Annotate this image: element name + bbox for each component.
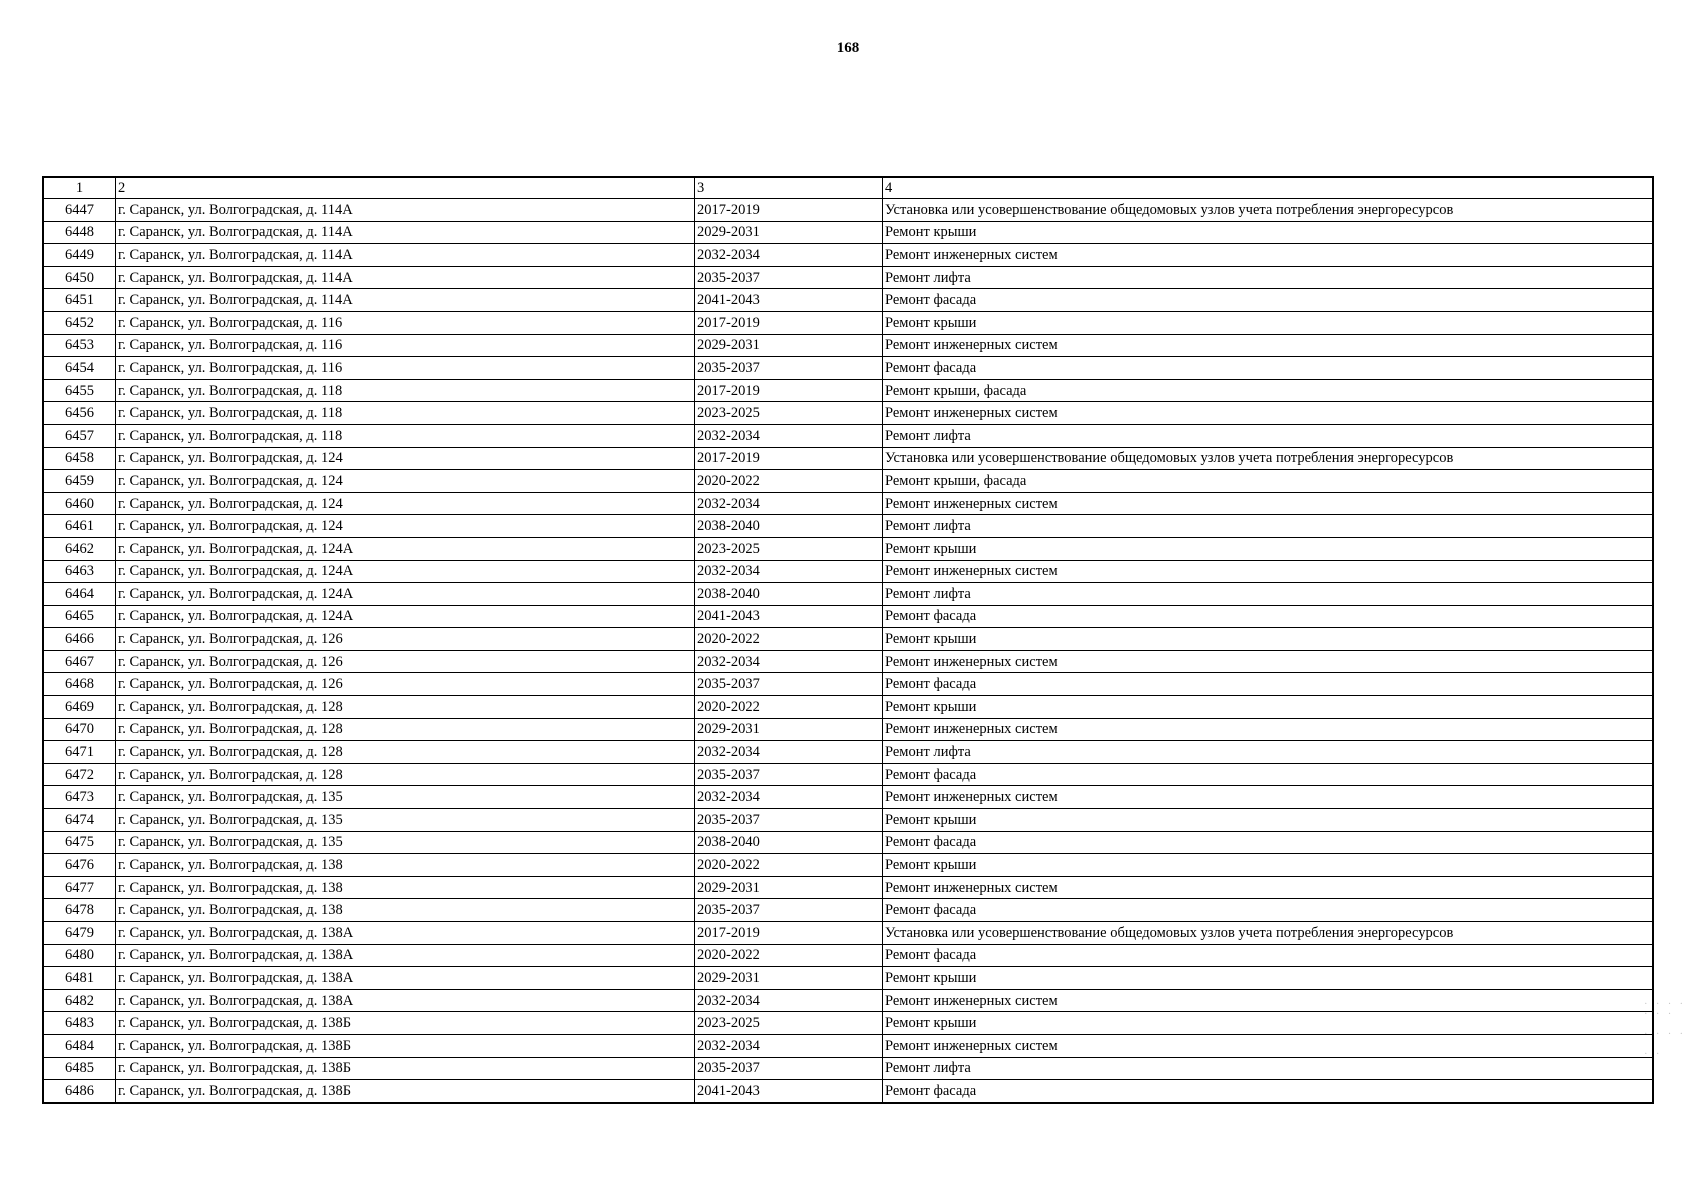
period-cell: 2032-2034 (695, 244, 883, 267)
row-number-cell: 6484 (43, 1034, 116, 1057)
table-row (43, 447, 1653, 470)
period-cell: 2023-2025 (695, 1012, 883, 1035)
row-number-cell: 6480 (43, 944, 116, 967)
row-number-cell: 6481 (43, 967, 116, 990)
table-row (43, 967, 1653, 990)
row-number-cell: 6447 (43, 199, 116, 222)
row-number-cell: 6460 (43, 492, 116, 515)
period-cell: 2017-2019 (695, 311, 883, 334)
period-cell: 2032-2034 (695, 1034, 883, 1057)
scan-artifact: · · · · · · · · · · · · · (1644, 999, 1686, 1060)
work-type-cell: Ремонт фасада (883, 763, 1654, 786)
table-row (43, 741, 1653, 764)
work-type-cell: Ремонт крыши (883, 809, 1654, 832)
work-type-cell: Ремонт крыши (883, 854, 1654, 877)
row-number-cell: 6483 (43, 1012, 116, 1035)
table-row (43, 786, 1653, 809)
table-row (43, 537, 1653, 560)
period-cell: 2032-2034 (695, 786, 883, 809)
address-cell: г. Саранск, ул. Волгоградская, д. 114А (116, 199, 695, 222)
work-type-cell: Установка или усовершенствование общедомовых узлов учета потребления энергоресурсов (883, 922, 1654, 945)
work-type-cell: Ремонт крыши (883, 1012, 1654, 1035)
table-row (43, 1012, 1653, 1035)
row-number-cell: 6472 (43, 763, 116, 786)
period-cell: 2038-2040 (695, 583, 883, 606)
period-cell: 2017-2019 (695, 447, 883, 470)
table-row (43, 899, 1653, 922)
row-number-cell: 6457 (43, 424, 116, 447)
work-type-cell: Ремонт инженерных систем (883, 650, 1654, 673)
address-cell: г. Саранск, ул. Волгоградская, д. 118 (116, 379, 695, 402)
table-row (43, 944, 1653, 967)
period-cell: 2029-2031 (695, 221, 883, 244)
table-row (43, 402, 1653, 425)
period-cell: 2035-2037 (695, 357, 883, 380)
table-header (43, 177, 1653, 199)
address-cell: г. Саранск, ул. Волгоградская, д. 116 (116, 357, 695, 380)
period-cell: 2032-2034 (695, 650, 883, 673)
table-row (43, 763, 1653, 786)
work-type-cell: Ремонт фасада (883, 899, 1654, 922)
period-cell: 2029-2031 (695, 334, 883, 357)
table-row (43, 289, 1653, 312)
work-type-cell: Ремонт инженерных систем (883, 244, 1654, 267)
period-cell: 2020-2022 (695, 944, 883, 967)
address-cell: г. Саранск, ул. Волгоградская, д. 138 (116, 876, 695, 899)
row-number-cell: 6456 (43, 402, 116, 425)
address-cell: г. Саранск, ул. Волгоградская, д. 138А (116, 967, 695, 990)
address-cell: г. Саранск, ул. Волгоградская, д. 114А (116, 266, 695, 289)
table-row (43, 876, 1653, 899)
address-cell: г. Саранск, ул. Волгоградская, д. 138А (116, 944, 695, 967)
table-row (43, 357, 1653, 380)
table-row (43, 922, 1653, 945)
address-cell: г. Саранск, ул. Волгоградская, д. 118 (116, 402, 695, 425)
row-number-cell: 6479 (43, 922, 116, 945)
table-row (43, 831, 1653, 854)
row-number-cell: 6485 (43, 1057, 116, 1080)
work-type-cell: Ремонт инженерных систем (883, 786, 1654, 809)
table-row (43, 650, 1653, 673)
row-number-cell: 6470 (43, 718, 116, 741)
address-cell: г. Саранск, ул. Волгоградская, д. 135 (116, 809, 695, 832)
table-row (43, 718, 1653, 741)
period-cell: 2029-2031 (695, 967, 883, 990)
address-cell: г. Саранск, ул. Волгоградская, д. 114А (116, 221, 695, 244)
period-cell: 2041-2043 (695, 605, 883, 628)
work-type-cell: Ремонт инженерных систем (883, 1034, 1654, 1057)
table-row (43, 1080, 1653, 1103)
row-number-cell: 6466 (43, 628, 116, 651)
row-number-cell: 6453 (43, 334, 116, 357)
work-type-cell: Ремонт крыши (883, 221, 1654, 244)
period-cell: 2017-2019 (695, 922, 883, 945)
row-number-cell: 6473 (43, 786, 116, 809)
period-cell: 2035-2037 (695, 763, 883, 786)
period-cell: 2029-2031 (695, 876, 883, 899)
row-number-cell: 6467 (43, 650, 116, 673)
period-cell: 2017-2019 (695, 199, 883, 222)
work-type-cell: Ремонт лифта (883, 583, 1654, 606)
table-row (43, 1034, 1653, 1057)
period-cell: 2038-2040 (695, 515, 883, 538)
schedule-table (42, 176, 1654, 1104)
row-number-cell: 6448 (43, 221, 116, 244)
address-cell: г. Саранск, ул. Волгоградская, д. 138А (116, 922, 695, 945)
row-number-cell: 6458 (43, 447, 116, 470)
work-type-cell: Ремонт лифта (883, 1057, 1654, 1080)
row-number-cell: 6461 (43, 515, 116, 538)
work-type-cell: Ремонт крыши (883, 628, 1654, 651)
address-cell: г. Саранск, ул. Волгоградская, д. 124 (116, 515, 695, 538)
table-row (43, 605, 1653, 628)
row-number-cell: 6469 (43, 696, 116, 719)
address-cell: г. Саранск, ул. Волгоградская, д. 116 (116, 334, 695, 357)
work-type-cell: Установка или усовершенствование общедомовых узлов учета потребления энергоресурсов (883, 199, 1654, 222)
period-cell: 2035-2037 (695, 266, 883, 289)
table-row (43, 424, 1653, 447)
table-row (43, 492, 1653, 515)
work-type-cell: Ремонт лифта (883, 741, 1654, 764)
period-cell: 2035-2037 (695, 1057, 883, 1080)
period-cell: 2023-2025 (695, 537, 883, 560)
address-cell: г. Саранск, ул. Волгоградская, д. 126 (116, 673, 695, 696)
table-row (43, 515, 1653, 538)
row-number-cell: 6477 (43, 876, 116, 899)
work-type-cell: Ремонт лифта (883, 515, 1654, 538)
row-number-cell: 6468 (43, 673, 116, 696)
schedule-table-container (42, 176, 1654, 1104)
table-row (43, 854, 1653, 877)
period-cell: 2035-2037 (695, 673, 883, 696)
page-number: 168 (836, 40, 860, 56)
address-cell: г. Саранск, ул. Волгоградская, д. 135 (116, 831, 695, 854)
row-number-cell: 6449 (43, 244, 116, 267)
work-type-cell: Ремонт инженерных систем (883, 560, 1654, 583)
table-row (43, 1057, 1653, 1080)
row-number-cell: 6463 (43, 560, 116, 583)
address-cell: г. Саранск, ул. Волгоградская, д. 124А (116, 560, 695, 583)
header-col-3: 3 (695, 177, 883, 199)
work-type-cell: Ремонт инженерных систем (883, 402, 1654, 425)
work-type-cell: Ремонт инженерных систем (883, 876, 1654, 899)
row-number-cell: 6452 (43, 311, 116, 334)
table-row (43, 199, 1653, 222)
table-body (43, 199, 1653, 1103)
address-cell: г. Саранск, ул. Волгоградская, д. 116 (116, 311, 695, 334)
address-cell: г. Саранск, ул. Волгоградская, д. 138 (116, 899, 695, 922)
table-row (43, 696, 1653, 719)
work-type-cell: Ремонт фасада (883, 831, 1654, 854)
row-number-cell: 6482 (43, 989, 116, 1012)
table-row (43, 334, 1653, 357)
work-type-cell: Ремонт крыши, фасада (883, 379, 1654, 402)
work-type-cell: Ремонт инженерных систем (883, 492, 1654, 515)
address-cell: г. Саранск, ул. Волгоградская, д. 124 (116, 470, 695, 493)
period-cell: 2023-2025 (695, 402, 883, 425)
work-type-cell: Ремонт лифта (883, 266, 1654, 289)
period-cell: 2035-2037 (695, 809, 883, 832)
row-number-cell: 6451 (43, 289, 116, 312)
period-cell: 2032-2034 (695, 989, 883, 1012)
work-type-cell: Ремонт фасада (883, 1080, 1654, 1103)
address-cell: г. Саранск, ул. Волгоградская, д. 135 (116, 786, 695, 809)
address-cell: г. Саранск, ул. Волгоградская, д. 128 (116, 763, 695, 786)
period-cell: 2029-2031 (695, 718, 883, 741)
row-number-cell: 6459 (43, 470, 116, 493)
work-type-cell: Ремонт фасада (883, 357, 1654, 380)
row-number-cell: 6465 (43, 605, 116, 628)
table-row (43, 628, 1653, 651)
work-type-cell: Ремонт лифта (883, 424, 1654, 447)
work-type-cell: Ремонт фасада (883, 944, 1654, 967)
period-cell: 2035-2037 (695, 899, 883, 922)
row-number-cell: 6486 (43, 1080, 116, 1103)
address-cell: г. Саранск, ул. Волгоградская, д. 114А (116, 244, 695, 267)
address-cell: г. Саранск, ул. Волгоградская, д. 124А (116, 605, 695, 628)
row-number-cell: 6462 (43, 537, 116, 560)
work-type-cell: Ремонт крыши, фасада (883, 470, 1654, 493)
address-cell: г. Саранск, ул. Волгоградская, д. 126 (116, 650, 695, 673)
work-type-cell: Ремонт инженерных систем (883, 718, 1654, 741)
address-cell: г. Саранск, ул. Волгоградская, д. 124А (116, 537, 695, 560)
work-type-cell: Ремонт крыши (883, 696, 1654, 719)
row-number-cell: 6455 (43, 379, 116, 402)
table-row (43, 244, 1653, 267)
header-col-2: 2 (116, 177, 695, 199)
work-type-cell: Ремонт инженерных систем (883, 334, 1654, 357)
work-type-cell: Ремонт фасада (883, 605, 1654, 628)
table-row (43, 470, 1653, 493)
row-number-cell: 6464 (43, 583, 116, 606)
work-type-cell: Ремонт фасада (883, 289, 1654, 312)
row-number-cell: 6475 (43, 831, 116, 854)
address-cell: г. Саранск, ул. Волгоградская, д. 118 (116, 424, 695, 447)
period-cell: 2017-2019 (695, 379, 883, 402)
address-cell: г. Саранск, ул. Волгоградская, д. 124 (116, 492, 695, 515)
period-cell: 2032-2034 (695, 741, 883, 764)
address-cell: г. Саранск, ул. Волгоградская, д. 114А (116, 289, 695, 312)
table-row (43, 221, 1653, 244)
work-type-cell: Установка или усовершенствование общедомовых узлов учета потребления энергоресурсов (883, 447, 1654, 470)
work-type-cell: Ремонт крыши (883, 967, 1654, 990)
table-row (43, 809, 1653, 832)
table-row (43, 266, 1653, 289)
table-row (43, 560, 1653, 583)
address-cell: г. Саранск, ул. Волгоградская, д. 124 (116, 447, 695, 470)
address-cell: г. Саранск, ул. Волгоградская, д. 138А (116, 989, 695, 1012)
row-number-cell: 6471 (43, 741, 116, 764)
row-number-cell: 6476 (43, 854, 116, 877)
period-cell: 2041-2043 (695, 1080, 883, 1103)
period-cell: 2032-2034 (695, 492, 883, 515)
row-number-cell: 6474 (43, 809, 116, 832)
address-cell: г. Саранск, ул. Волгоградская, д. 128 (116, 741, 695, 764)
table-row (43, 673, 1653, 696)
work-type-cell: Ремонт крыши (883, 311, 1654, 334)
work-type-cell: Ремонт крыши (883, 537, 1654, 560)
table-row (43, 989, 1653, 1012)
address-cell: г. Саранск, ул. Волгоградская, д. 138Б (116, 1012, 695, 1035)
period-cell: 2041-2043 (695, 289, 883, 312)
address-cell: г. Саранск, ул. Волгоградская, д. 138Б (116, 1034, 695, 1057)
address-cell: г. Саранск, ул. Волгоградская, д. 128 (116, 696, 695, 719)
period-cell: 2032-2034 (695, 560, 883, 583)
header-col-1: 1 (43, 177, 116, 199)
period-cell: 2020-2022 (695, 470, 883, 493)
header-col-4: 4 (883, 177, 1654, 199)
period-cell: 2032-2034 (695, 424, 883, 447)
address-cell: г. Саранск, ул. Волгоградская, д. 128 (116, 718, 695, 741)
address-cell: г. Саранск, ул. Волгоградская, д. 126 (116, 628, 695, 651)
period-cell: 2020-2022 (695, 854, 883, 877)
work-type-cell: Ремонт фасада (883, 673, 1654, 696)
period-cell: 2020-2022 (695, 628, 883, 651)
work-type-cell: Ремонт инженерных систем (883, 989, 1654, 1012)
period-cell: 2020-2022 (695, 696, 883, 719)
table-row (43, 379, 1653, 402)
address-cell: г. Саранск, ул. Волгоградская, д. 138Б (116, 1080, 695, 1103)
row-number-cell: 6454 (43, 357, 116, 380)
row-number-cell: 6450 (43, 266, 116, 289)
table-row (43, 583, 1653, 606)
address-cell: г. Саранск, ул. Волгоградская, д. 138 (116, 854, 695, 877)
address-cell: г. Саранск, ул. Волгоградская, д. 124А (116, 583, 695, 606)
period-cell: 2038-2040 (695, 831, 883, 854)
header-row (43, 177, 1653, 199)
table-row (43, 311, 1653, 334)
address-cell: г. Саранск, ул. Волгоградская, д. 138Б (116, 1057, 695, 1080)
row-number-cell: 6478 (43, 899, 116, 922)
